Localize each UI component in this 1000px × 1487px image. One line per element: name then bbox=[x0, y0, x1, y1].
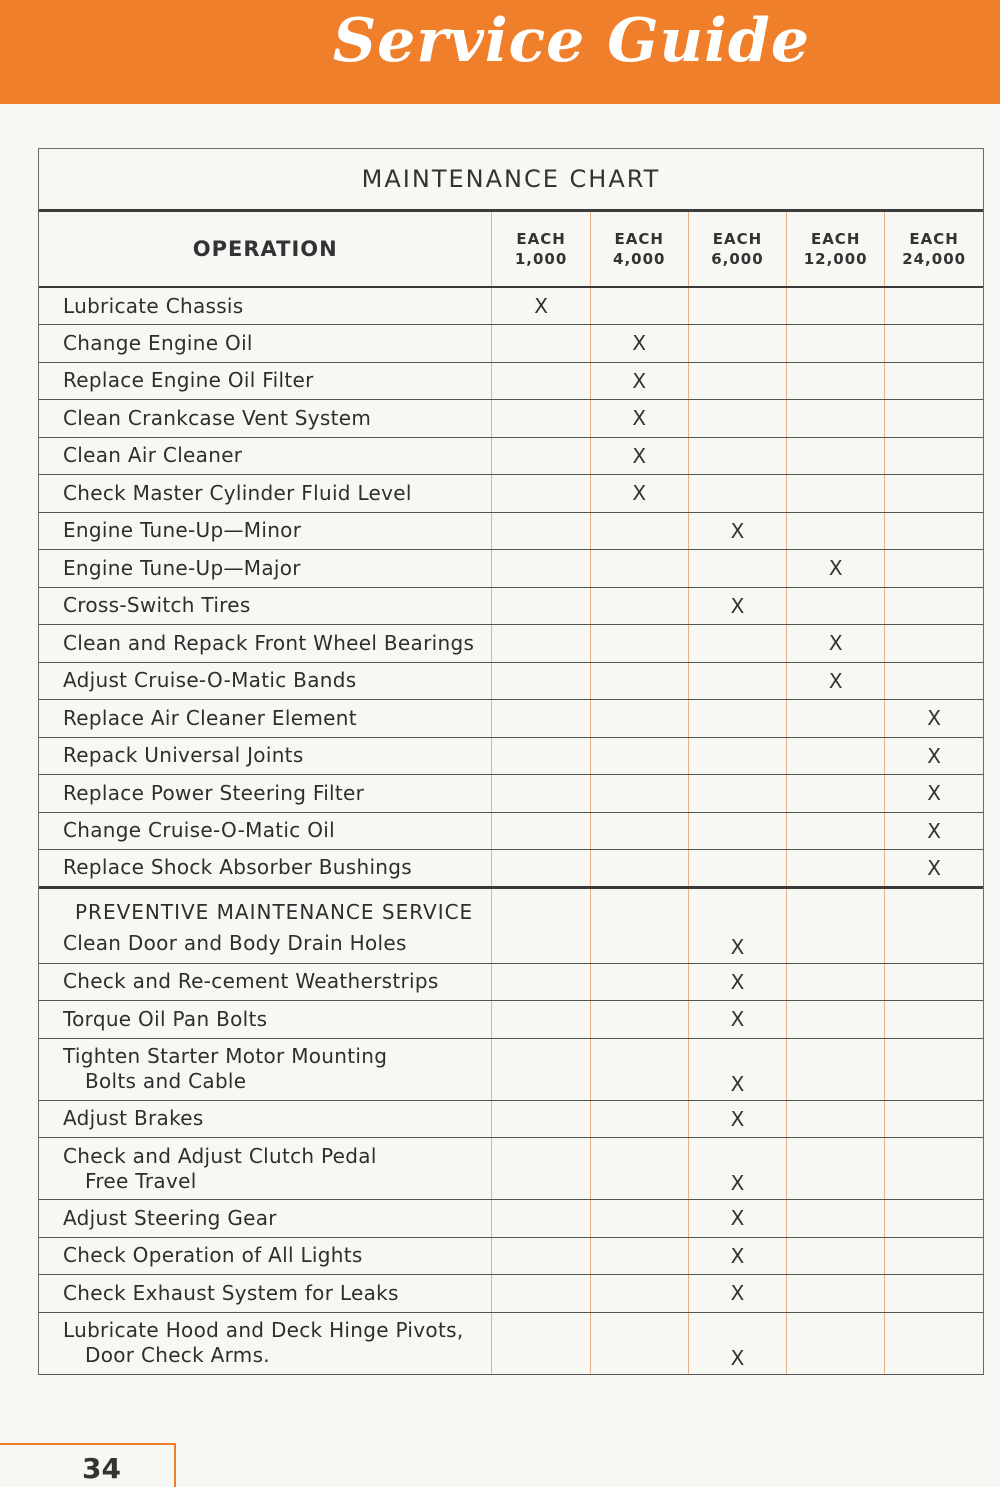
interval-cell bbox=[492, 850, 590, 888]
interval-cell bbox=[688, 362, 786, 400]
check-mark: X bbox=[828, 668, 843, 693]
operation-cell bbox=[39, 1138, 492, 1200]
table-row bbox=[39, 812, 983, 850]
interval-cell bbox=[590, 1038, 688, 1100]
operation-label: Check Master Cylinder Fluid Level bbox=[63, 480, 412, 505]
interval-cell bbox=[787, 1200, 885, 1238]
interval-cell bbox=[787, 850, 885, 888]
interval-cell bbox=[590, 812, 688, 850]
interval-cell bbox=[688, 587, 786, 625]
interval-cell bbox=[688, 437, 786, 475]
interval-cell bbox=[688, 737, 786, 775]
operation-cell bbox=[39, 1237, 492, 1275]
operation-cell bbox=[39, 362, 492, 400]
interval-cell bbox=[885, 1100, 983, 1138]
operation-cell bbox=[39, 550, 492, 588]
interval-cell bbox=[885, 437, 983, 475]
operation-cell bbox=[39, 475, 492, 513]
operation-label: Torque Oil Pan Bolts bbox=[63, 1006, 268, 1031]
table-row bbox=[39, 963, 983, 1001]
maintenance-chart bbox=[38, 148, 984, 1375]
table-row bbox=[39, 362, 983, 400]
interval-cell bbox=[688, 287, 786, 325]
interval-cell bbox=[787, 325, 885, 363]
interval-header-line2: 6,000 bbox=[711, 250, 764, 268]
interval-header bbox=[590, 212, 688, 287]
operation-cell bbox=[39, 287, 492, 325]
header-band bbox=[0, 0, 1000, 104]
operation-label: Replace Shock Absorber Bushings bbox=[63, 855, 412, 880]
operation-label: Replace Power Steering Filter bbox=[63, 780, 365, 805]
interval-cell bbox=[492, 812, 590, 850]
interval-cell bbox=[492, 775, 590, 813]
interval-cell bbox=[492, 1237, 590, 1275]
interval-cell bbox=[688, 887, 786, 963]
operation-cell bbox=[39, 1038, 492, 1100]
table-row bbox=[39, 1312, 983, 1374]
interval-cell bbox=[590, 400, 688, 438]
interval-header bbox=[885, 212, 983, 287]
operation-cell bbox=[39, 512, 492, 550]
interval-header-line2: 12,000 bbox=[803, 250, 868, 268]
interval-header-line1: EACH bbox=[909, 230, 959, 248]
interval-cell bbox=[885, 287, 983, 325]
interval-header-line1: EACH bbox=[712, 230, 763, 248]
interval-cell bbox=[787, 362, 885, 400]
check-mark: X bbox=[632, 406, 647, 431]
operation-label: Tighten Starter Motor Mounting bbox=[63, 1044, 388, 1068]
table-row bbox=[39, 737, 983, 775]
table-row bbox=[39, 850, 983, 888]
interval-cell bbox=[492, 700, 590, 738]
table-row bbox=[39, 1038, 983, 1100]
operation-cell bbox=[39, 887, 492, 963]
interval-cell bbox=[885, 400, 983, 438]
interval-cell bbox=[492, 1001, 590, 1039]
interval-cell bbox=[787, 1237, 885, 1275]
interval-cell bbox=[688, 812, 786, 850]
interval-cell bbox=[787, 887, 885, 963]
interval-cell bbox=[492, 1312, 590, 1374]
table-row bbox=[39, 550, 983, 588]
interval-cell bbox=[492, 625, 590, 663]
interval-cell bbox=[492, 963, 590, 1001]
table-row bbox=[39, 1138, 983, 1200]
interval-cell bbox=[590, 550, 688, 588]
interval-header-line1: EACH bbox=[810, 230, 861, 248]
interval-cell bbox=[787, 963, 885, 1001]
table-row bbox=[39, 887, 983, 963]
operation-label: Check and Re-cement Weatherstrips bbox=[63, 969, 439, 994]
interval-header-line2: 4,000 bbox=[613, 250, 666, 268]
operation-label-line2: Door Check Arms. bbox=[85, 1343, 270, 1367]
interval-cell bbox=[688, 400, 786, 438]
operation-cell bbox=[39, 325, 492, 363]
interval-cell bbox=[688, 325, 786, 363]
interval-cell bbox=[492, 362, 590, 400]
interval-cell bbox=[885, 1312, 983, 1374]
interval-cell bbox=[590, 1275, 688, 1313]
operation-label: Clean and Repack Front Wheel Bearings bbox=[63, 630, 475, 655]
interval-cell bbox=[885, 550, 983, 588]
interval-cell bbox=[492, 1200, 590, 1238]
interval-cell bbox=[787, 1001, 885, 1039]
operation-cell bbox=[39, 737, 492, 775]
interval-cell bbox=[787, 475, 885, 513]
interval-cell bbox=[688, 1200, 786, 1238]
table-row bbox=[39, 325, 983, 363]
interval-header-line2: 1,000 bbox=[514, 250, 568, 268]
table-row bbox=[39, 700, 983, 738]
operation-cell bbox=[39, 662, 492, 700]
interval-cell bbox=[885, 1237, 983, 1275]
interval-cell bbox=[787, 737, 885, 775]
interval-cell bbox=[492, 587, 590, 625]
operation-label: Clean Crankcase Vent System bbox=[63, 405, 372, 430]
operation-label: Adjust Cruise-O-Matic Bands bbox=[63, 668, 357, 693]
table-header-row bbox=[39, 212, 983, 287]
table-row bbox=[39, 1275, 983, 1313]
interval-cell bbox=[590, 625, 688, 663]
interval-header bbox=[787, 212, 885, 287]
interval-cell bbox=[590, 850, 688, 888]
operation-label: Engine Tune-Up—Major bbox=[63, 555, 301, 580]
check-mark: X bbox=[927, 818, 941, 843]
chart-title: MAINTENANCE CHART bbox=[39, 149, 983, 212]
check-mark: X bbox=[730, 1007, 745, 1032]
operation-cell bbox=[39, 437, 492, 475]
interval-cell bbox=[492, 437, 590, 475]
check-mark: X bbox=[730, 593, 745, 618]
interval-cell bbox=[590, 437, 688, 475]
interval-cell bbox=[688, 1237, 786, 1275]
check-mark: X bbox=[632, 368, 647, 393]
interval-cell bbox=[787, 625, 885, 663]
interval-cell bbox=[787, 662, 885, 700]
interval-cell bbox=[492, 887, 590, 963]
interval-cell bbox=[885, 775, 983, 813]
operation-header: OPERATION bbox=[39, 212, 492, 287]
interval-header bbox=[688, 212, 786, 287]
operation-label: Check Operation of All Lights bbox=[63, 1243, 363, 1268]
interval-cell bbox=[492, 1038, 590, 1100]
operation-label: Clean Air Cleaner bbox=[63, 443, 243, 468]
interval-cell bbox=[688, 475, 786, 513]
table-row bbox=[39, 1200, 983, 1238]
interval-cell bbox=[590, 1200, 688, 1238]
interval-cell bbox=[885, 362, 983, 400]
interval-cell bbox=[492, 287, 590, 325]
interval-cell bbox=[492, 325, 590, 363]
interval-cell bbox=[492, 1138, 590, 1200]
operation-cell bbox=[39, 400, 492, 438]
interval-cell bbox=[787, 775, 885, 813]
interval-cell bbox=[885, 662, 983, 700]
page-title: Service Guide bbox=[332, 6, 810, 76]
operation-cell bbox=[39, 625, 492, 663]
operation-label: Repack Universal Joints bbox=[63, 743, 304, 768]
interval-cell bbox=[590, 362, 688, 400]
table-row bbox=[39, 625, 983, 663]
operation-label: Lubricate Chassis bbox=[63, 293, 244, 318]
interval-cell bbox=[787, 587, 885, 625]
table-row bbox=[39, 1237, 983, 1275]
interval-cell bbox=[492, 400, 590, 438]
interval-cell bbox=[787, 550, 885, 588]
interval-cell bbox=[885, 325, 983, 363]
table-row bbox=[39, 437, 983, 475]
interval-cell bbox=[885, 850, 983, 888]
operation-label: Cross-Switch Tires bbox=[63, 593, 251, 618]
interval-cell bbox=[787, 1312, 885, 1374]
check-mark: X bbox=[730, 1071, 745, 1096]
check-mark: X bbox=[927, 855, 941, 880]
operation-cell bbox=[39, 812, 492, 850]
interval-cell bbox=[688, 662, 786, 700]
table-row bbox=[39, 775, 983, 813]
interval-cell bbox=[492, 1100, 590, 1138]
check-mark: X bbox=[730, 1345, 745, 1370]
operation-cell bbox=[39, 1312, 492, 1374]
table-row bbox=[39, 662, 983, 700]
interval-cell bbox=[885, 887, 983, 963]
interval-cell bbox=[885, 700, 983, 738]
interval-cell bbox=[590, 475, 688, 513]
interval-cell bbox=[688, 775, 786, 813]
check-mark: X bbox=[730, 1281, 745, 1306]
interval-cell bbox=[885, 737, 983, 775]
operation-label: Replace Engine Oil Filter bbox=[63, 368, 314, 393]
operation-cell bbox=[39, 1100, 492, 1138]
check-mark: X bbox=[730, 1106, 745, 1131]
check-mark: X bbox=[632, 481, 647, 506]
interval-cell bbox=[787, 287, 885, 325]
check-mark: X bbox=[730, 969, 745, 994]
operation-label-line2: Free Travel bbox=[85, 1168, 197, 1193]
operation-label: Check and Adjust Clutch Pedal bbox=[63, 1143, 377, 1168]
check-mark: X bbox=[828, 556, 843, 581]
operation-cell bbox=[39, 587, 492, 625]
interval-cell bbox=[688, 700, 786, 738]
operation-cell bbox=[39, 850, 492, 888]
check-mark: X bbox=[730, 934, 745, 959]
interval-cell bbox=[590, 512, 688, 550]
interval-cell bbox=[688, 1138, 786, 1200]
interval-cell bbox=[590, 700, 688, 738]
interval-cell bbox=[688, 512, 786, 550]
operation-label: Replace Air Cleaner Element bbox=[63, 705, 357, 730]
check-mark: X bbox=[534, 294, 548, 318]
operation-cell bbox=[39, 700, 492, 738]
check-mark: X bbox=[632, 331, 647, 356]
interval-cell bbox=[885, 625, 983, 663]
interval-cell bbox=[492, 1275, 590, 1313]
interval-cell bbox=[590, 1138, 688, 1200]
interval-cell bbox=[787, 1275, 885, 1313]
operation-label: Change Cruise-O-Matic Oil bbox=[63, 818, 335, 843]
interval-header bbox=[492, 212, 590, 287]
table-row bbox=[39, 1100, 983, 1138]
interval-cell bbox=[688, 1275, 786, 1313]
check-mark: X bbox=[632, 443, 647, 468]
table-row bbox=[39, 475, 983, 513]
interval-cell bbox=[688, 963, 786, 1001]
interval-header-line2: 24,000 bbox=[902, 250, 967, 268]
interval-cell bbox=[787, 1100, 885, 1138]
maintenance-table bbox=[39, 212, 983, 1375]
check-mark: X bbox=[927, 743, 941, 768]
interval-cell bbox=[688, 625, 786, 663]
check-mark: X bbox=[730, 1206, 745, 1231]
check-mark: X bbox=[730, 1243, 745, 1268]
interval-cell bbox=[688, 850, 786, 888]
interval-cell bbox=[885, 1200, 983, 1238]
interval-cell bbox=[590, 963, 688, 1001]
operation-label: Lubricate Hood and Deck Hinge Pivots, bbox=[63, 1318, 464, 1342]
interval-cell bbox=[787, 1038, 885, 1100]
preventive-maintenance-heading: PREVENTIVE MAINTENANCE SERVICE bbox=[75, 899, 474, 924]
check-mark: X bbox=[927, 781, 941, 806]
maintenance-table-body bbox=[39, 287, 983, 1374]
interval-cell bbox=[688, 1038, 786, 1100]
interval-cell bbox=[885, 512, 983, 550]
interval-cell bbox=[590, 325, 688, 363]
operation-label: Engine Tune-Up—Minor bbox=[63, 518, 302, 543]
interval-cell bbox=[787, 512, 885, 550]
table-row bbox=[39, 287, 983, 325]
check-mark: X bbox=[730, 1171, 745, 1195]
check-mark: X bbox=[730, 518, 745, 543]
page-number: 34 bbox=[82, 1452, 121, 1485]
operation-label: Clean Door and Body Drain Holes bbox=[63, 930, 407, 955]
operation-label: Adjust Steering Gear bbox=[63, 1205, 277, 1230]
interval-cell bbox=[590, 287, 688, 325]
interval-cell bbox=[590, 1312, 688, 1374]
interval-cell bbox=[590, 1001, 688, 1039]
interval-cell bbox=[590, 1100, 688, 1138]
interval-cell bbox=[492, 475, 590, 513]
interval-cell bbox=[885, 587, 983, 625]
interval-cell bbox=[885, 963, 983, 1001]
interval-cell bbox=[688, 550, 786, 588]
interval-cell bbox=[787, 812, 885, 850]
interval-cell bbox=[590, 587, 688, 625]
interval-cell bbox=[885, 1275, 983, 1313]
table-row bbox=[39, 400, 983, 438]
operation-label: Adjust Brakes bbox=[63, 1106, 204, 1131]
interval-cell bbox=[688, 1100, 786, 1138]
interval-cell bbox=[590, 775, 688, 813]
table-row bbox=[39, 1001, 983, 1039]
interval-cell bbox=[590, 887, 688, 963]
table-row bbox=[39, 587, 983, 625]
interval-cell bbox=[492, 737, 590, 775]
interval-cell bbox=[590, 737, 688, 775]
interval-cell bbox=[492, 512, 590, 550]
operation-cell bbox=[39, 1200, 492, 1238]
interval-cell bbox=[590, 662, 688, 700]
check-mark: X bbox=[927, 706, 941, 731]
interval-cell bbox=[787, 700, 885, 738]
interval-cell bbox=[885, 1001, 983, 1039]
operation-label: Check Exhaust System for Leaks bbox=[63, 1280, 399, 1305]
check-mark: X bbox=[828, 631, 843, 656]
interval-cell bbox=[885, 1138, 983, 1200]
interval-cell bbox=[787, 1138, 885, 1200]
table-row bbox=[39, 512, 983, 550]
operation-cell bbox=[39, 775, 492, 813]
operation-cell bbox=[39, 1001, 492, 1039]
interval-cell bbox=[492, 550, 590, 588]
interval-cell bbox=[688, 1312, 786, 1374]
interval-cell bbox=[885, 812, 983, 850]
interval-cell bbox=[885, 1038, 983, 1100]
operation-label-line2: Bolts and Cable bbox=[85, 1069, 247, 1093]
interval-header-line1: EACH bbox=[614, 230, 664, 248]
interval-cell bbox=[787, 437, 885, 475]
interval-cell bbox=[590, 1237, 688, 1275]
operation-cell bbox=[39, 1275, 492, 1313]
interval-cell bbox=[885, 475, 983, 513]
operation-cell bbox=[39, 963, 492, 1001]
operation-label: Change Engine Oil bbox=[63, 330, 253, 355]
interval-cell bbox=[492, 662, 590, 700]
interval-cell bbox=[787, 400, 885, 438]
interval-cell bbox=[688, 1001, 786, 1039]
interval-header-line1: EACH bbox=[516, 230, 566, 248]
